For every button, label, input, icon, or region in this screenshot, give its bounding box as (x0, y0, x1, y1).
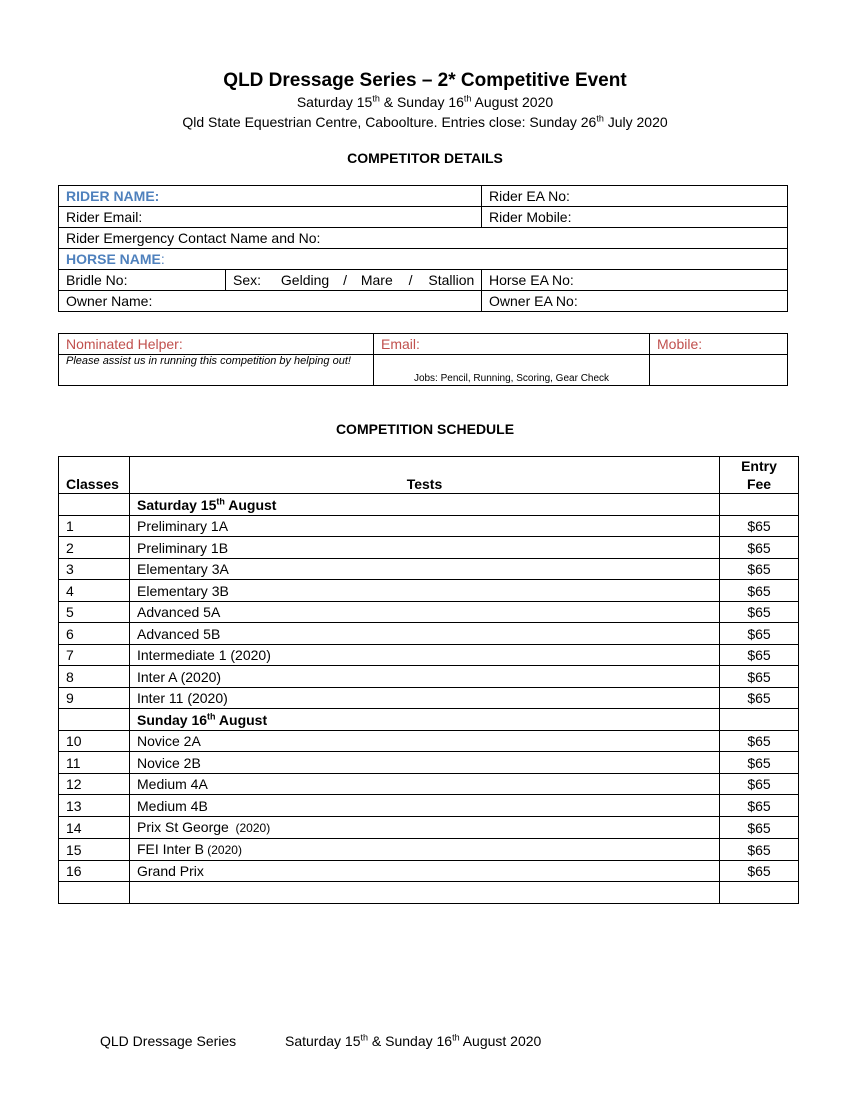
test-name: FEI Inter B (2020) (130, 838, 720, 860)
test-name: Advanced 5B (130, 623, 720, 645)
horse-name-field[interactable] (59, 249, 788, 270)
class-number: 16 (59, 860, 130, 882)
test-name: Novice 2B (130, 752, 720, 774)
col-header-entry-fee (720, 457, 799, 494)
test-name: Medium 4A (130, 773, 720, 795)
owner-name-field[interactable]: Owner Name: (59, 291, 482, 312)
bridle-no-field[interactable]: Bridle No: (59, 270, 226, 291)
class-number: 7 (59, 644, 130, 666)
horse-name-label: HORSE NAME (66, 251, 161, 267)
class-number: 2 (59, 537, 130, 559)
sex-field[interactable] (226, 270, 482, 291)
day-row-blank (720, 494, 799, 516)
test-name: Grand Prix (130, 860, 720, 882)
entry-fee: $65 (720, 795, 799, 817)
helper-table (58, 333, 788, 386)
day-row-blank (59, 494, 130, 516)
test-name: Elementary 3A (130, 558, 720, 580)
horse-ea-field[interactable]: Horse EA No: (482, 270, 788, 291)
entry-fee: $65 (720, 666, 799, 688)
table-row (59, 666, 799, 688)
sex-option-stallion[interactable]: Stallion (428, 272, 475, 288)
competitor-details-table (58, 185, 788, 312)
col-header-fee: Fee (746, 476, 772, 492)
entry-fee: $65 (720, 838, 799, 860)
helper-mobile-input[interactable] (650, 355, 788, 386)
table-row (59, 580, 799, 602)
table-row (59, 838, 799, 860)
event-venue: Qld State Equestrian Centre, Caboolture. Entries close: Sunday 26th July 2020 (182, 113, 668, 130)
emergency-contact-field[interactable]: Rider Emergency Contact Name and No: (59, 228, 788, 249)
day-row-blank (720, 709, 799, 731)
table-row (59, 773, 799, 795)
empty-row-cell (130, 882, 720, 904)
entry-fee: $65 (720, 730, 799, 752)
footer-dates: Saturday 15th & Sunday 16th August 2020 (285, 1032, 542, 1049)
class-number: 5 (59, 601, 130, 623)
helper-mobile-field[interactable]: Mobile: (650, 334, 788, 355)
class-number: 9 (59, 687, 130, 709)
table-row (59, 601, 799, 623)
table-row (59, 558, 799, 580)
rider-email-field[interactable]: Rider Email: (59, 207, 482, 228)
class-number: 1 (59, 515, 130, 537)
table-row (59, 816, 799, 838)
test-name: Advanced 5A (130, 601, 720, 623)
table-row (59, 687, 799, 709)
test-name: Preliminary 1B (130, 537, 720, 559)
entry-fee: $65 (720, 623, 799, 645)
helper-jobs: Jobs: Pencil, Running, Scoring, Gear Check (374, 355, 650, 386)
table-row (59, 730, 799, 752)
test-name: Medium 4B (130, 795, 720, 817)
sex-option-mare[interactable]: Mare (360, 272, 393, 288)
helper-note: Please assist us in running this competition by helping out! (59, 355, 374, 386)
entry-fee: $65 (720, 601, 799, 623)
rider-mobile-field[interactable]: Rider Mobile: (482, 207, 788, 228)
sex-option-gelding[interactable]: Gelding (280, 272, 330, 288)
sex-label: Sex: (233, 272, 262, 288)
owner-ea-field[interactable]: Owner EA No: (482, 291, 788, 312)
sex-separator: / (408, 272, 413, 288)
table-row (59, 795, 799, 817)
class-number: 14 (59, 816, 130, 838)
class-number: 10 (59, 730, 130, 752)
rider-ea-field[interactable]: Rider EA No: (482, 186, 788, 207)
entry-fee: $65 (720, 644, 799, 666)
competitor-details-heading: COMPETITOR DETAILS (347, 150, 503, 166)
test-name: Novice 2A (130, 730, 720, 752)
empty-row-cell (59, 882, 130, 904)
sex-separator: / (343, 272, 347, 288)
test-name: Prix St George (2020) (130, 816, 720, 838)
test-name: Elementary 3B (130, 580, 720, 602)
table-row (59, 537, 799, 559)
schedule-table (58, 456, 799, 904)
test-name: Intermediate 1 (2020) (130, 644, 720, 666)
day-heading-sunday: Sunday 16th August (130, 709, 720, 731)
entry-fee: $65 (720, 580, 799, 602)
class-number: 15 (59, 838, 130, 860)
helper-email-field[interactable]: Email: (374, 334, 650, 355)
table-row (59, 752, 799, 774)
class-number: 13 (59, 795, 130, 817)
table-row (59, 860, 799, 882)
horse-name-colon: : (160, 251, 165, 267)
table-row (59, 515, 799, 537)
entry-fee: $65 (720, 515, 799, 537)
day-row-blank (59, 709, 130, 731)
class-number: 3 (59, 558, 130, 580)
class-number: 4 (59, 580, 130, 602)
entry-fee: $65 (720, 687, 799, 709)
page-title: QLD Dressage Series – 2* Competitive Event (223, 70, 627, 91)
entry-fee: $65 (720, 860, 799, 882)
test-name: Preliminary 1A (130, 515, 720, 537)
test-name: Inter 11 (2020) (130, 687, 720, 709)
event-dates: Saturday 15th & Sunday 16th August 2020 (296, 93, 554, 110)
entry-fee: $65 (720, 537, 799, 559)
footer-series: QLD Dressage Series (100, 1033, 237, 1049)
class-number: 6 (59, 623, 130, 645)
empty-row-cell (720, 882, 799, 904)
class-number: 11 (59, 752, 130, 774)
class-number: 8 (59, 666, 130, 688)
entry-fee: $65 (720, 558, 799, 580)
entry-fee: $65 (720, 773, 799, 795)
entry-fee: $65 (720, 816, 799, 838)
col-header-classes: Classes (59, 457, 130, 494)
rider-name-field[interactable]: RIDER NAME: (59, 186, 482, 207)
nominated-helper-field[interactable]: Nominated Helper: (59, 334, 374, 355)
col-header-entry: Entry (741, 458, 777, 474)
class-number: 12 (59, 773, 130, 795)
table-row (59, 644, 799, 666)
table-row (59, 623, 799, 645)
day-heading-saturday: Saturday 15th August (130, 494, 720, 516)
test-name: Inter A (2020) (130, 666, 720, 688)
competition-schedule-heading: COMPETITION SCHEDULE (335, 421, 515, 437)
col-header-tests: Tests (130, 457, 720, 494)
entry-fee: $65 (720, 752, 799, 774)
